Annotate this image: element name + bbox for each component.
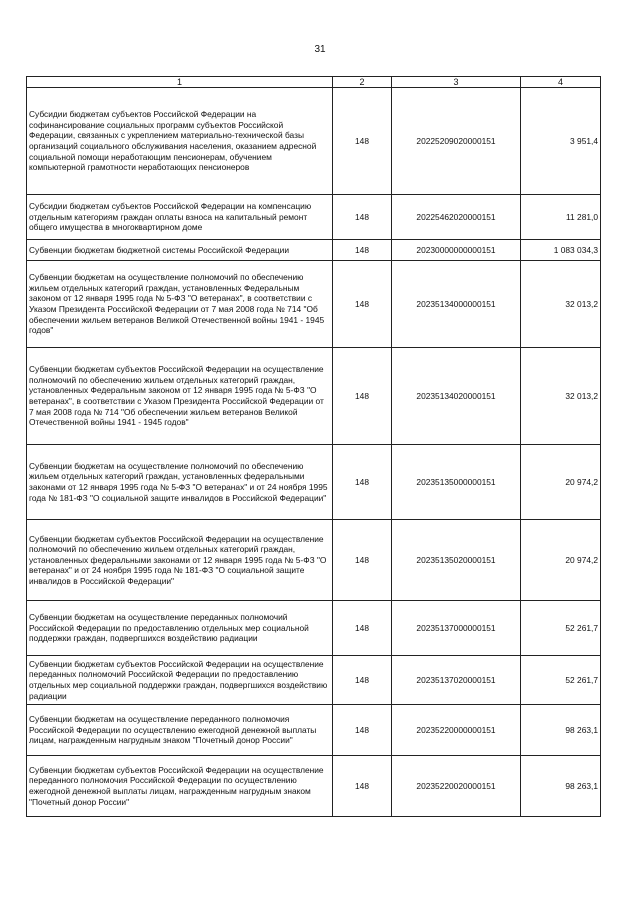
row-amount: 20 974,2 <box>521 445 601 520</box>
table-row <box>27 445 601 520</box>
row-name: Субвенции бюджетам на осуществление переданных полномочий Российской Федерации по предоставлению отдельных мер социальной поддержки граждан, подвергшихся воздействию радиации <box>27 601 333 656</box>
row-budget-code: 20235135000000151 <box>392 445 521 520</box>
row-budget-code: 20235220020000151 <box>392 756 521 817</box>
table-row <box>27 261 601 348</box>
table-row <box>27 348 601 445</box>
row-amount: 98 263,1 <box>521 756 601 817</box>
row-budget-code: 20225209020000151 <box>392 88 521 195</box>
row-admin-code: 148 <box>333 520 392 601</box>
row-name: Субсидии бюджетам субъектов Российской Федерации на софинансирование социальных программ субъектов Российской Федерации, связанных с укреплением материально-технической базы организаций социального обслуживания населения, оказанием адресной социальной помощи неработающим пенсионерам, обучением компьютерной грамотности неработающих пенсионеров <box>27 88 333 195</box>
row-amount: 32 013,2 <box>521 348 601 445</box>
row-admin-code: 148 <box>333 756 392 817</box>
row-budget-code: 20235135020000151 <box>392 520 521 601</box>
row-name: Субвенции бюджетам субъектов Российской Федерации на осуществление переданных полномочий Российской Федерации по предоставлению отдельных мер социальной поддержки граждан, подвергшихся воздействию радиации <box>27 656 333 705</box>
row-admin-code: 148 <box>333 601 392 656</box>
table-row <box>27 656 601 705</box>
row-amount: 32 013,2 <box>521 261 601 348</box>
row-amount: 11 281,0 <box>521 195 601 240</box>
row-admin-code: 148 <box>333 348 392 445</box>
row-amount: 3 951,4 <box>521 88 601 195</box>
row-name: Субвенции бюджетам на осуществление полномочий по обеспечению жильем отдельных категорий граждан, установленных Федеральным законом от 12 января 1995 года № 5-ФЗ "О ветеранах", в соответствии с Указом Президента Российской Федерации от 7 мая 2008 года № 714 "Об обеспечении жильем ветеранов Великой Отечественной войны 1941 - 1945 годов" <box>27 261 333 348</box>
row-budget-code: 20235134020000151 <box>392 348 521 445</box>
header-col-3: 3 <box>392 77 521 88</box>
row-name: Субвенции бюджетам субъектов Российской Федерации на осуществление полномочий по обеспечению жильем отдельных категорий граждан, установленных Федеральным законом от 12 января 1995 года № 5-ФЗ "О ветеранах", в соответствии с Указом Президента Российской Федерации от 7 мая 2008 года № 714 "Об обеспечении жильем ветеранов Великой Отечественной войны 1941 - 1945 годов" <box>27 348 333 445</box>
row-amount: 52 261,7 <box>521 656 601 705</box>
row-amount: 20 974,2 <box>521 520 601 601</box>
table-row <box>27 756 601 817</box>
row-admin-code: 148 <box>333 240 392 261</box>
row-admin-code: 148 <box>333 445 392 520</box>
row-amount: 1 083 034,3 <box>521 240 601 261</box>
row-budget-code: 20230000000000151 <box>392 240 521 261</box>
row-admin-code: 148 <box>333 195 392 240</box>
row-admin-code: 148 <box>333 88 392 195</box>
table-header-row <box>27 77 601 88</box>
row-admin-code: 148 <box>333 261 392 348</box>
row-admin-code: 148 <box>333 656 392 705</box>
row-budget-code: 20225462020000151 <box>392 195 521 240</box>
row-name: Субвенции бюджетам бюджетной системы Российской Федерации <box>27 240 333 261</box>
row-amount: 98 263,1 <box>521 705 601 756</box>
row-name: Субвенции бюджетам субъектов Российской Федерации на осуществление полномочий по обеспечению жильем отдельных категорий граждан, установленных федеральными законами от 12 января 1995 года № 5-ФЗ "О ветеранах" и от 24 ноября 1995 года № 181-ФЗ "О социальной защите инвалидов в Российской Федерации" <box>27 520 333 601</box>
row-budget-code: 20235137020000151 <box>392 656 521 705</box>
row-name: Субсидии бюджетам субъектов Российской Федерации на компенсацию отдельным категориям граждан оплаты взноса на капитальный ремонт общего имущества в многоквартирном доме <box>27 195 333 240</box>
row-budget-code: 20235137000000151 <box>392 601 521 656</box>
header-col-2: 2 <box>333 77 392 88</box>
row-budget-code: 20235220000000151 <box>392 705 521 756</box>
header-col-1: 1 <box>27 77 333 88</box>
row-budget-code: 20235134000000151 <box>392 261 521 348</box>
table-row <box>27 705 601 756</box>
table-row <box>27 195 601 240</box>
header-col-4: 4 <box>521 77 601 88</box>
row-name: Субвенции бюджетам на осуществление переданного полномочия Российской Федерации по осуществлению ежегодной денежной выплаты лицам, награжденным нагрудным знаком "Почетный донор России" <box>27 705 333 756</box>
row-admin-code: 148 <box>333 705 392 756</box>
row-amount: 52 261,7 <box>521 601 601 656</box>
table-row <box>27 601 601 656</box>
budget-revenue-table <box>26 76 601 817</box>
table-row <box>27 240 601 261</box>
page-number: 31 <box>314 44 326 55</box>
row-name: Субвенции бюджетам субъектов Российской Федерации на осуществление переданного полномочия Российской Федерации по осуществлению ежегодной денежной выплаты лицам, награжденным нагрудным знаком "Почетный донор России" <box>27 756 333 817</box>
table-row <box>27 88 601 195</box>
row-name: Субвенции бюджетам на осуществление полномочий по обеспечению жильем отдельных категорий граждан, установленных федеральными законами от 12 января 1995 года № 5-ФЗ "О ветеранах" и от 24 ноября 1995 года № 181-ФЗ "О социальной защите инвалидов в Российской Федерации" <box>27 445 333 520</box>
table-row <box>27 520 601 601</box>
